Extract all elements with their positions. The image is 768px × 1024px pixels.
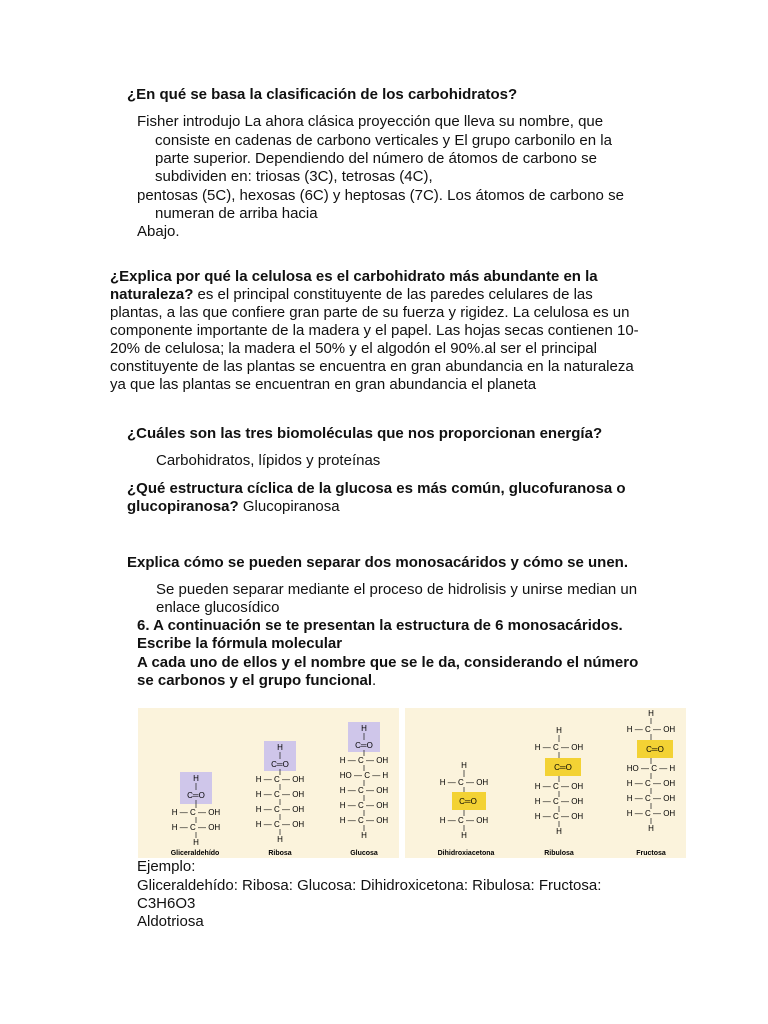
fructose-hcoh-3: H — C — OH bbox=[626, 794, 676, 803]
answer-1-line-1: Fisher introdujo La ahora clásica proyección que lleva su nombre, que bbox=[137, 113, 604, 130]
ribulose-h-top: H bbox=[556, 726, 562, 735]
fructose-hcoh-4: H — C — OH bbox=[626, 809, 676, 818]
fructose-hcoh-1: H — C — OH bbox=[626, 725, 676, 734]
answer-2-line-2: plantas, a las que confiere gran parte de su fuerza y rigidez. La celulosa es un bbox=[110, 304, 630, 321]
example-formula: C3H6O3 bbox=[137, 895, 196, 912]
answer-2-line-5: constituyente de las plantas se encuentra en gran abundancia en la naturaleza bbox=[110, 358, 634, 375]
answer-1-line-2: consiste en cadenas de carbono verticales y El grupo carbonilo en la bbox=[155, 132, 612, 149]
example-names: Gliceraldehído: Ribosa: Glucosa: Dihidroxicetona: Ribulosa: Fructosa: bbox=[137, 877, 602, 894]
answer-4: Glucopiranosa bbox=[238, 498, 340, 515]
question-2-bold: naturaleza? bbox=[110, 286, 194, 303]
question-2-line-1: ¿Explica por qué la celulosa es el carbohidrato más abundante en la bbox=[110, 268, 598, 285]
glyceraldehyde-co: C═O bbox=[187, 791, 205, 800]
question-4-bold: glucopiranosa? bbox=[127, 498, 239, 515]
glucose-hcoh-1: H — C — OH bbox=[339, 756, 389, 765]
answer-2-line-4: 20% de celulosa; la madera el 50% y el algodón el 90%.al ser el principal bbox=[110, 340, 597, 357]
glyceraldehyde-h: H bbox=[193, 774, 199, 783]
ribose-hcoh-3: H — C — OH bbox=[255, 805, 305, 814]
question-6-line-2: Escribe la fórmula molecular bbox=[137, 635, 343, 652]
glucose-hoch: HO — C — H bbox=[339, 771, 389, 780]
example-heading: Ejemplo: bbox=[137, 858, 196, 875]
answer-2-line-6: ya que las plantas se encuentran en gran abundancia el planeta bbox=[110, 376, 537, 393]
fructose-h-bottom: H bbox=[648, 824, 654, 833]
fructose-hoch: HO — C — H bbox=[626, 764, 676, 773]
question-1: ¿En qué se basa la clasificación de los carbohidratos? bbox=[127, 86, 518, 103]
glucose-h: H bbox=[361, 724, 367, 733]
dha-h-top: H bbox=[461, 761, 467, 770]
ribulose-hcoh-2: H — C — OH bbox=[534, 782, 584, 791]
label-glucosa: Glucosa bbox=[350, 850, 378, 857]
question-4-line-1: ¿Qué estructura cíclica de la glucosa es más común, glucofuranosa o bbox=[127, 480, 626, 497]
glucose-hcoh-2: H — C — OH bbox=[339, 786, 389, 795]
label-ribosa: Ribosa bbox=[268, 850, 292, 857]
question-5: Explica cómo se pueden separar dos monosacáridos y cómo se unen. bbox=[127, 554, 628, 571]
answer-3: Carbohidratos, lípidos y proteínas bbox=[156, 452, 381, 469]
ribulose-hcoh-1: H — C — OH bbox=[534, 743, 584, 752]
fructose-hcoh-2: H — C — OH bbox=[626, 779, 676, 788]
ribose-hcoh-2: H — C — OH bbox=[255, 790, 305, 799]
glucose-hcoh-4: H — C — OH bbox=[339, 816, 389, 825]
ribose-h-bottom: H bbox=[277, 835, 283, 844]
ribose-h: H bbox=[277, 743, 283, 752]
fructose-co: C═O bbox=[646, 745, 664, 754]
label-fructosa: Fructosa bbox=[636, 850, 666, 857]
answer-2-line-1: es el principal constituyente de las paredes celulares de las bbox=[193, 286, 593, 303]
ribose-hcoh-4: H — C — OH bbox=[255, 820, 305, 829]
answer-5-line-2: enlace glucosídico bbox=[156, 599, 280, 616]
glyceraldehyde-hcoh-1: H — C — OH bbox=[171, 808, 221, 817]
answer-2-line-3: componente importante de la madera y el papel. Las hojas secas contienen 10- bbox=[110, 322, 639, 339]
fructose-h-top: H bbox=[648, 709, 654, 718]
glucose-h-bottom: H bbox=[361, 831, 367, 840]
answer-1-line-6: numeran de arriba hacia bbox=[155, 205, 318, 222]
answer-1-line-5: pentosas (5C), hexosas (6C) y heptosas (7C). Los átomos de carbono se bbox=[137, 187, 624, 204]
question-3: ¿Cuáles son las tres biomoléculas que nos proporcionan energía? bbox=[127, 425, 603, 442]
label-gliceraldehido: Gliceraldehído bbox=[170, 850, 220, 857]
glucose-co: C═O bbox=[355, 741, 373, 750]
question-6-line-1: 6. A continuación se te presentan la estructura de 6 monosacáridos. bbox=[137, 617, 623, 634]
answer-1-line-3: parte superior. Dependiendo del número de átomos de carbono se bbox=[155, 150, 597, 167]
dha-hcoh-1: H — C — OH bbox=[439, 778, 489, 787]
ribulose-hcoh-3: H — C — OH bbox=[534, 797, 584, 806]
glucose-hcoh-3: H — C — OH bbox=[339, 801, 389, 810]
label-ribulosa: Ribulosa bbox=[544, 850, 574, 857]
ribose-hcoh-1: H — C — OH bbox=[255, 775, 305, 784]
glyceraldehyde-hcoh-2: H — C — OH bbox=[171, 823, 221, 832]
dha-hcoh-2: H — C — OH bbox=[439, 816, 489, 825]
dha-h-bottom: H bbox=[461, 831, 467, 840]
question-6-line-4-period: . bbox=[372, 672, 377, 689]
ribulose-co: C═O bbox=[554, 763, 572, 772]
question-6-line-4-bold: se carbonos y el grupo funcional bbox=[137, 672, 373, 689]
glyceraldehyde-h-bottom: H bbox=[193, 838, 199, 847]
ribulose-hcoh-4: H — C — OH bbox=[534, 812, 584, 821]
answer-1-line-7: Abajo. bbox=[137, 223, 180, 240]
label-dihidroxiacetona: Dihidroxiacetona bbox=[437, 850, 495, 857]
ribulose-h-bottom: H bbox=[556, 827, 562, 836]
example-type: Aldotriosa bbox=[137, 913, 204, 930]
ribose-co: C═O bbox=[271, 760, 289, 769]
answer-1-line-4: subdividen en: triosas (3C), tetrosas (4C), bbox=[155, 168, 433, 185]
answer-5-line-1: Se pueden separar mediante el proceso de hidrolisis y unirse median un bbox=[156, 581, 638, 598]
question-6-line-3: A cada uno de ellos y el nombre que se le da, considerando el número bbox=[137, 654, 639, 671]
dha-co: C═O bbox=[459, 797, 477, 806]
